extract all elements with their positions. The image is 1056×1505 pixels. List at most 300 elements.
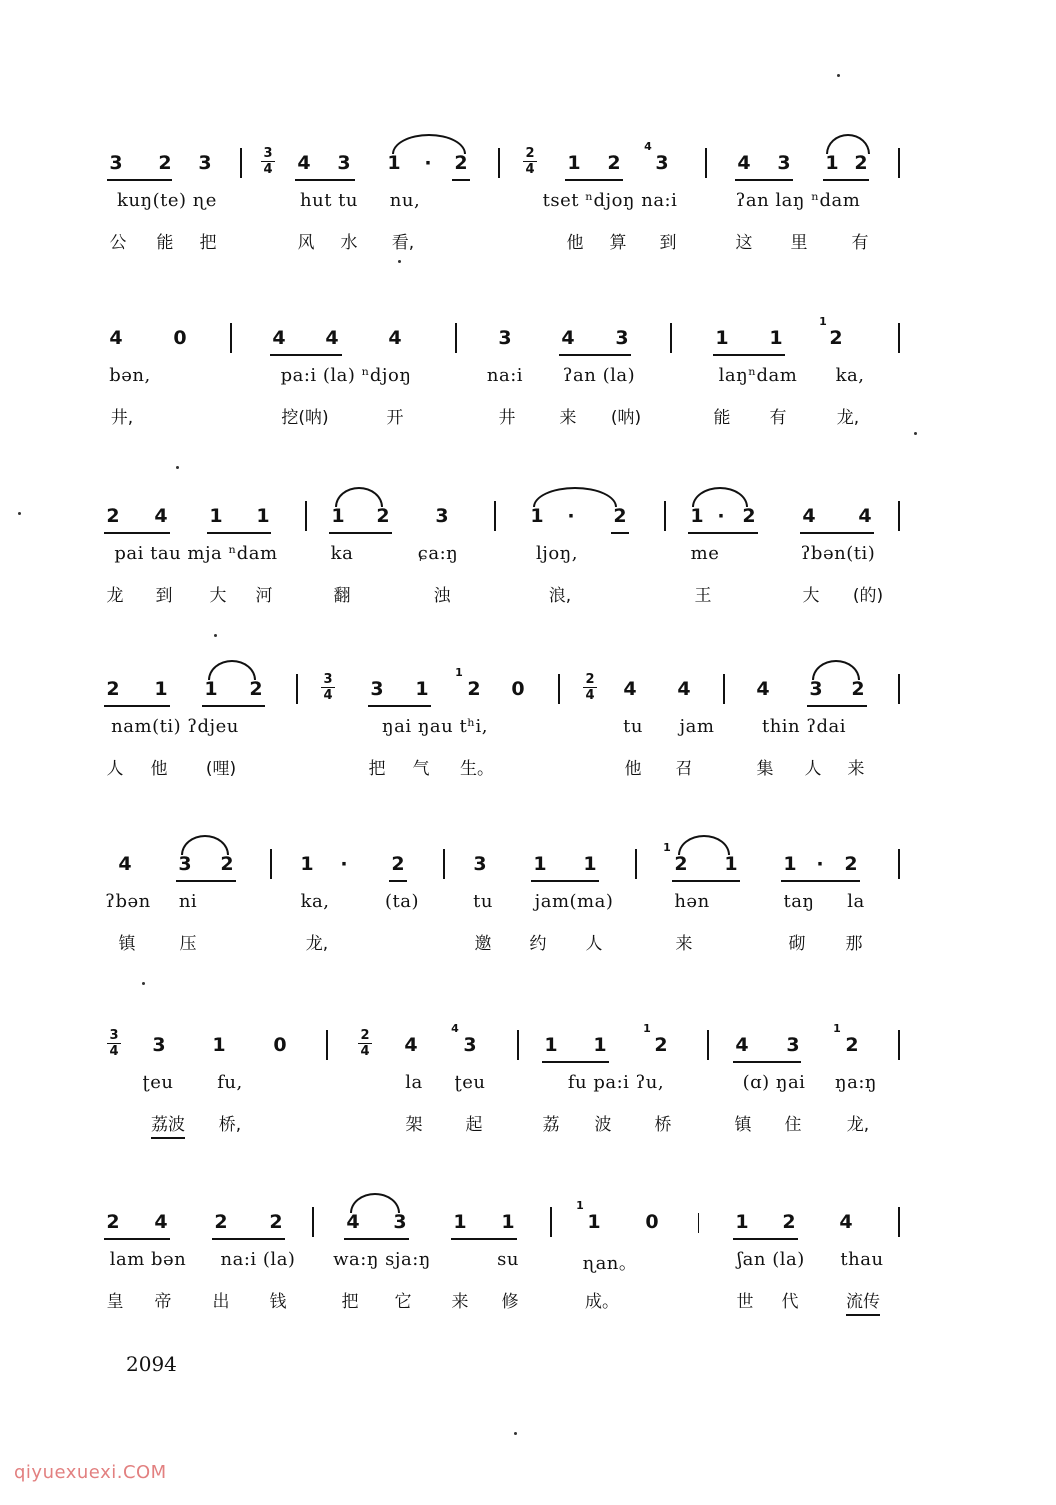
lyric-romanized: tu — [623, 716, 643, 737]
beam-underline — [295, 179, 355, 181]
barline — [498, 148, 500, 178]
lyric-chinese: 大 — [209, 586, 227, 606]
note: 1 — [212, 1034, 226, 1056]
lyric-romanized: ka, — [300, 891, 330, 912]
lyric-romanized: hən — [674, 891, 710, 912]
lyric-romanized: su — [497, 1249, 519, 1270]
lyric-chinese: 开 — [386, 408, 404, 428]
grace-note: 1 — [643, 1022, 651, 1035]
lyric-chinese: 荔 — [542, 1115, 560, 1135]
beam-underline — [104, 532, 170, 534]
barline — [898, 1207, 900, 1237]
lyric-chinese: 翻 — [333, 586, 351, 606]
time-signature: 3 4 — [107, 1028, 121, 1059]
note: 3 — [435, 505, 449, 527]
note: 2 — [454, 152, 468, 174]
note: 0 — [645, 1211, 659, 1233]
lyric-chinese: 生。 — [460, 759, 494, 779]
note: 1 — [783, 853, 797, 875]
beam-underline — [800, 532, 874, 534]
lyric-chinese: 流传 — [846, 1287, 880, 1316]
note: · — [717, 505, 725, 527]
lyric-chinese: 河 — [255, 586, 273, 606]
lyric-chinese: 把 — [368, 759, 386, 779]
lyric-romanized: ka — [330, 543, 354, 564]
lyric-chinese: 钱 — [269, 1292, 287, 1312]
lyric-chinese: 成。 — [585, 1292, 619, 1312]
beam-underline — [672, 880, 740, 882]
lyric-romanized: ka, — [835, 365, 865, 386]
note: 2 — [854, 152, 868, 174]
beam-underline — [389, 880, 407, 882]
note: 2 — [106, 505, 120, 527]
lyric-chinese: 世 — [736, 1292, 754, 1312]
lyric-chinese: 龙 — [106, 586, 124, 606]
barline — [558, 674, 560, 704]
note: 1 — [415, 678, 429, 700]
grace-note: 1 — [455, 666, 463, 679]
lyric-romanized: wa:ŋ sja:ŋ — [333, 1249, 431, 1270]
lyric-chinese: 气 — [412, 759, 430, 779]
time-signature: 3 4 — [321, 672, 335, 703]
beam-underline — [107, 179, 172, 181]
lyric-chinese: 风 — [297, 233, 315, 253]
lyric-romanized: thau — [840, 1249, 884, 1270]
note: 4 — [346, 1211, 360, 1233]
barline — [230, 323, 232, 353]
lyric-romanized: ʔbən(ti) — [800, 543, 876, 564]
lyric-romanized: ʈeu — [454, 1072, 486, 1093]
lyric-chinese: 龙, — [305, 934, 329, 954]
beam-underline — [176, 880, 236, 882]
note: · — [424, 152, 432, 174]
chinese-lyrics-row — [0, 403, 1056, 433]
note: 1 — [256, 505, 270, 527]
beam-underline — [270, 354, 342, 356]
lyric-romanized: ʔbən — [105, 891, 151, 912]
beam-underline — [452, 179, 470, 181]
lyric-romanized: la — [405, 1072, 423, 1093]
note: 1 — [567, 152, 581, 174]
lyric-romanized: jam(ma) — [534, 891, 614, 912]
note: 1 — [724, 853, 738, 875]
note: 4 — [735, 1034, 749, 1056]
note: 0 — [173, 327, 187, 349]
note: 1 — [300, 853, 314, 875]
lyric-chinese: 挖(呐) — [281, 408, 329, 428]
lyric-romanized: tset ⁿdjoŋ na:i — [542, 190, 678, 211]
note: 1 — [769, 327, 783, 349]
romanization-row — [0, 891, 1056, 921]
note: 1 — [154, 678, 168, 700]
note: 2 — [607, 152, 621, 174]
note: 3 — [370, 678, 384, 700]
note: 4 — [154, 1211, 168, 1233]
note: 2 — [851, 678, 865, 700]
scan-speck — [914, 432, 917, 435]
grace-note: 4 — [451, 1022, 459, 1035]
lyric-chinese: 镇 — [118, 934, 136, 954]
lyric-romanized: nam(ti) ʔdjeu — [111, 716, 239, 737]
beam-underline — [531, 880, 599, 882]
lyric-romanized: na:i — [486, 365, 524, 386]
barline — [270, 849, 272, 879]
lyric-chinese: (的) — [852, 586, 884, 606]
page-number: 2094 — [126, 1352, 177, 1376]
lyric-chinese: 有 — [851, 233, 869, 253]
romanization-row — [0, 190, 1056, 220]
lyric-chinese: 集 — [756, 759, 774, 779]
lyric-chinese: 有 — [769, 408, 787, 428]
slur — [826, 134, 870, 154]
lyric-chinese: (哩) — [205, 759, 237, 779]
music-system-4 — [0, 666, 1056, 844]
beam-underline — [733, 1061, 801, 1063]
lyric-romanized: fu pa:i ʔu, — [567, 1072, 665, 1093]
beam-underline — [329, 532, 392, 534]
lyric-chinese: 它 — [394, 1292, 412, 1312]
lyric-chinese: 浪, — [548, 586, 572, 606]
note: 4 — [297, 152, 311, 174]
lyric-chinese: 波 — [594, 1115, 612, 1135]
note: 2 — [674, 853, 688, 875]
lyric-romanized: (ta) — [384, 891, 420, 912]
note: 3 — [615, 327, 629, 349]
barline — [898, 1030, 900, 1060]
lyric-romanized: bən, — [109, 365, 151, 386]
lyric-chinese: 人 — [106, 759, 124, 779]
barline — [723, 674, 725, 704]
lyric-romanized: me — [690, 543, 720, 564]
note: 1 — [204, 678, 218, 700]
music-system-1 — [0, 140, 1056, 318]
lyric-chinese: 龙, — [846, 1115, 870, 1135]
note: 1 — [501, 1211, 515, 1233]
note: 3 — [337, 152, 351, 174]
beam-underline — [104, 705, 170, 707]
beam-underline — [713, 354, 785, 356]
note: 0 — [273, 1034, 287, 1056]
lyric-romanized: ni — [178, 891, 198, 912]
note: 4 — [109, 327, 123, 349]
barline — [705, 148, 707, 178]
note: 3 — [109, 152, 123, 174]
note: 1 — [593, 1034, 607, 1056]
lyric-chinese: 架 — [405, 1115, 423, 1135]
lyric-chinese: 井, — [110, 408, 134, 428]
note: 2 — [782, 1211, 796, 1233]
beam-underline — [733, 1238, 798, 1240]
lyric-romanized: hut tu — [300, 190, 358, 211]
lyric-chinese: 里 — [790, 233, 808, 253]
note: 4 — [272, 327, 286, 349]
lyric-chinese: 镇 — [734, 1115, 752, 1135]
note: 3 — [786, 1034, 800, 1056]
lyric-chinese: 来 — [675, 934, 693, 954]
lyric-romanized: thin ʔdai — [761, 716, 847, 737]
note: 1 — [453, 1211, 467, 1233]
note: 2 — [220, 853, 234, 875]
note: 3 — [198, 152, 212, 174]
time-signature: 2 4 — [523, 146, 537, 177]
note: 4 — [677, 678, 691, 700]
note: 1 — [387, 152, 401, 174]
beam-underline — [104, 1238, 170, 1240]
lyric-chinese: (呐) — [610, 408, 642, 428]
note: 2 — [829, 327, 843, 349]
barline — [635, 849, 637, 879]
note: 1 — [331, 505, 345, 527]
lyric-chinese: 算 — [609, 233, 627, 253]
note: 4 — [623, 678, 637, 700]
beam-underline — [207, 532, 271, 534]
note: 3 — [178, 853, 192, 875]
scan-speck — [176, 466, 179, 469]
note: 3 — [473, 853, 487, 875]
beam-underline — [344, 1238, 409, 1240]
scan-speck — [398, 260, 401, 263]
romanization-row — [0, 1249, 1056, 1279]
lyric-romanized: (ɑ) ŋai — [742, 1072, 806, 1093]
lyric-chinese: 浊 — [433, 586, 451, 606]
lyric-chinese: 这 — [735, 233, 753, 253]
lyric-chinese: 他 — [150, 759, 168, 779]
note: 3 — [152, 1034, 166, 1056]
barline — [664, 501, 666, 531]
notes-row — [0, 841, 1056, 883]
note: 0 — [511, 678, 525, 700]
barline — [898, 849, 900, 879]
note: 4 — [858, 505, 872, 527]
note: 4 — [561, 327, 575, 349]
lyric-chinese: 能 — [156, 233, 174, 253]
note: 4 — [756, 678, 770, 700]
lyric-romanized: ljoŋ, — [536, 543, 578, 564]
chinese-lyrics-row — [0, 1287, 1056, 1317]
note: 3 — [777, 152, 791, 174]
scan-speck — [514, 1432, 517, 1435]
barline — [305, 501, 307, 531]
note: 2 — [249, 678, 263, 700]
beam-underline — [212, 1238, 285, 1240]
lyric-chinese: 来 — [559, 408, 577, 428]
barline — [517, 1030, 519, 1060]
beam-underline — [202, 705, 265, 707]
music-system-5 — [0, 841, 1056, 1019]
note: 1 — [530, 505, 544, 527]
note: 1 — [533, 853, 547, 875]
lyric-chinese: 桥 — [654, 1115, 672, 1135]
barline — [698, 1213, 699, 1233]
barline — [898, 501, 900, 531]
note: 2 — [654, 1034, 668, 1056]
lyric-romanized: laŋⁿdam — [718, 365, 798, 386]
scan-speck — [214, 634, 217, 637]
lyric-chinese: 代 — [781, 1292, 799, 1312]
barline — [443, 849, 445, 879]
beam-underline — [688, 532, 758, 534]
lyric-chinese: 人 — [585, 934, 603, 954]
note: 1 — [690, 505, 704, 527]
lyric-romanized: ɕa:ŋ — [417, 543, 459, 564]
note: 3 — [393, 1211, 407, 1233]
lyric-chinese: 王 — [694, 586, 712, 606]
lyric-chinese: 把 — [199, 233, 217, 253]
scan-speck — [18, 512, 21, 515]
notes-row — [0, 501, 1056, 535]
note: 2 — [467, 678, 481, 700]
barline — [326, 1030, 328, 1060]
lyric-chinese: 公 — [109, 233, 127, 253]
beam-underline — [451, 1238, 517, 1240]
note: 1 — [715, 327, 729, 349]
barline — [455, 323, 457, 353]
lyric-chinese: 能 — [713, 408, 731, 428]
chinese-lyrics-row — [0, 581, 1056, 611]
note: 2 — [269, 1211, 283, 1233]
lyric-chinese: 看, — [391, 233, 415, 253]
lyric-chinese: 人 — [804, 759, 822, 779]
lyric-chinese: 把 — [341, 1292, 359, 1312]
note: 2 — [742, 505, 756, 527]
note: 3 — [463, 1034, 477, 1056]
barline — [898, 148, 900, 178]
romanization-row — [0, 365, 1056, 395]
note: 3 — [498, 327, 512, 349]
grace-note: 1 — [819, 315, 827, 328]
note: 1 — [735, 1211, 749, 1233]
time-signature: 2 4 — [358, 1028, 372, 1059]
note: 3 — [809, 678, 823, 700]
notes-row — [0, 140, 1056, 182]
note: 4 — [388, 327, 402, 349]
barline — [494, 501, 496, 531]
lyric-romanized: ɳan。 — [582, 1253, 638, 1274]
barline — [240, 148, 242, 178]
note: 1 — [825, 152, 839, 174]
notes-row — [0, 666, 1056, 708]
note: 2 — [391, 853, 405, 875]
barline — [898, 323, 900, 353]
lyric-chinese: 荔波 — [151, 1110, 185, 1139]
music-system-6 — [0, 1022, 1056, 1200]
note: 2 — [613, 505, 627, 527]
grace-note: 4 — [644, 140, 652, 153]
note: 2 — [845, 1034, 859, 1056]
note: 4 — [325, 327, 339, 349]
lyric-chinese: 到 — [659, 233, 677, 253]
chinese-lyrics-row — [0, 228, 1056, 258]
note: 4 — [802, 505, 816, 527]
lyric-chinese: 修 — [501, 1292, 519, 1312]
note: · — [816, 853, 824, 875]
lyric-chinese: 来 — [451, 1292, 469, 1312]
scan-speck — [837, 74, 840, 77]
note: 2 — [844, 853, 858, 875]
lyric-romanized: jam — [679, 716, 715, 737]
lyric-chinese: 邀 — [474, 934, 492, 954]
time-signature: 2 4 — [583, 672, 597, 703]
beam-underline — [611, 532, 629, 534]
note: 1 — [587, 1211, 601, 1233]
lyric-romanized: fu, — [217, 1072, 243, 1093]
lyric-chinese: 桥, — [218, 1115, 242, 1135]
notes-row — [0, 1022, 1056, 1064]
lyric-romanized: ŋa:ŋ — [835, 1072, 877, 1093]
scan-speck — [142, 982, 145, 985]
slur — [392, 134, 466, 154]
lyric-chinese: 压 — [179, 934, 197, 954]
notes-row — [0, 1199, 1056, 1241]
note: 3 — [655, 152, 669, 174]
note: 1 — [583, 853, 597, 875]
note: 4 — [154, 505, 168, 527]
lyric-romanized: ʔan laŋ ⁿdam — [735, 190, 861, 211]
lyric-chinese: 那 — [845, 934, 863, 954]
lyric-romanized: pa:i (la) ⁿdjoŋ — [280, 365, 412, 386]
note: 2 — [376, 505, 390, 527]
romanization-row — [0, 716, 1056, 746]
lyric-chinese: 大 — [802, 586, 820, 606]
beam-underline — [735, 179, 793, 181]
lyric-chinese: 到 — [155, 586, 173, 606]
lyric-romanized: lam bən — [109, 1249, 187, 1270]
note: 4 — [118, 853, 132, 875]
barline — [296, 674, 298, 704]
note: · — [340, 853, 348, 875]
watermark: qiyuexuexi.COM — [14, 1462, 167, 1483]
barline — [670, 323, 672, 353]
beam-underline — [559, 354, 631, 356]
beam-underline — [565, 179, 623, 181]
lyric-chinese: 皇 — [106, 1292, 124, 1312]
lyric-chinese: 他 — [624, 759, 642, 779]
lyric-chinese: 起 — [465, 1115, 483, 1135]
beam-underline — [807, 705, 867, 707]
time-signature: 3 4 — [261, 146, 275, 177]
lyric-romanized: pai tau mja ⁿdam — [114, 543, 278, 564]
lyric-romanized: ŋai ŋau tʰi, — [382, 716, 488, 737]
note: 4 — [839, 1211, 853, 1233]
lyric-romanized: kuŋ(te) ɳe — [117, 190, 217, 211]
beam-underline — [368, 705, 431, 707]
lyric-romanized: ʃan (la) — [737, 1249, 805, 1270]
barline — [707, 1030, 709, 1060]
beam-underline — [542, 1061, 609, 1063]
lyric-chinese: 龙, — [836, 408, 860, 428]
music-system-2 — [0, 315, 1056, 493]
note: 2 — [106, 1211, 120, 1233]
lyric-chinese: 井 — [498, 408, 516, 428]
note: · — [567, 505, 575, 527]
lyric-chinese: 住 — [784, 1115, 802, 1135]
lyric-chinese: 来 — [847, 759, 865, 779]
barline — [550, 1207, 552, 1237]
chinese-lyrics-row — [0, 1110, 1056, 1140]
lyric-chinese: 出 — [212, 1292, 230, 1312]
note: 4 — [404, 1034, 418, 1056]
lyric-romanized: taŋ — [783, 891, 815, 912]
romanization-row — [0, 1072, 1056, 1102]
lyric-romanized: la — [847, 891, 865, 912]
note: 2 — [214, 1211, 228, 1233]
lyric-chinese: 帝 — [154, 1292, 172, 1312]
notes-row — [0, 315, 1056, 357]
lyric-chinese: 他 — [566, 233, 584, 253]
lyric-romanized: na:i (la) — [220, 1249, 296, 1270]
note: 2 — [158, 152, 172, 174]
barline — [898, 674, 900, 704]
